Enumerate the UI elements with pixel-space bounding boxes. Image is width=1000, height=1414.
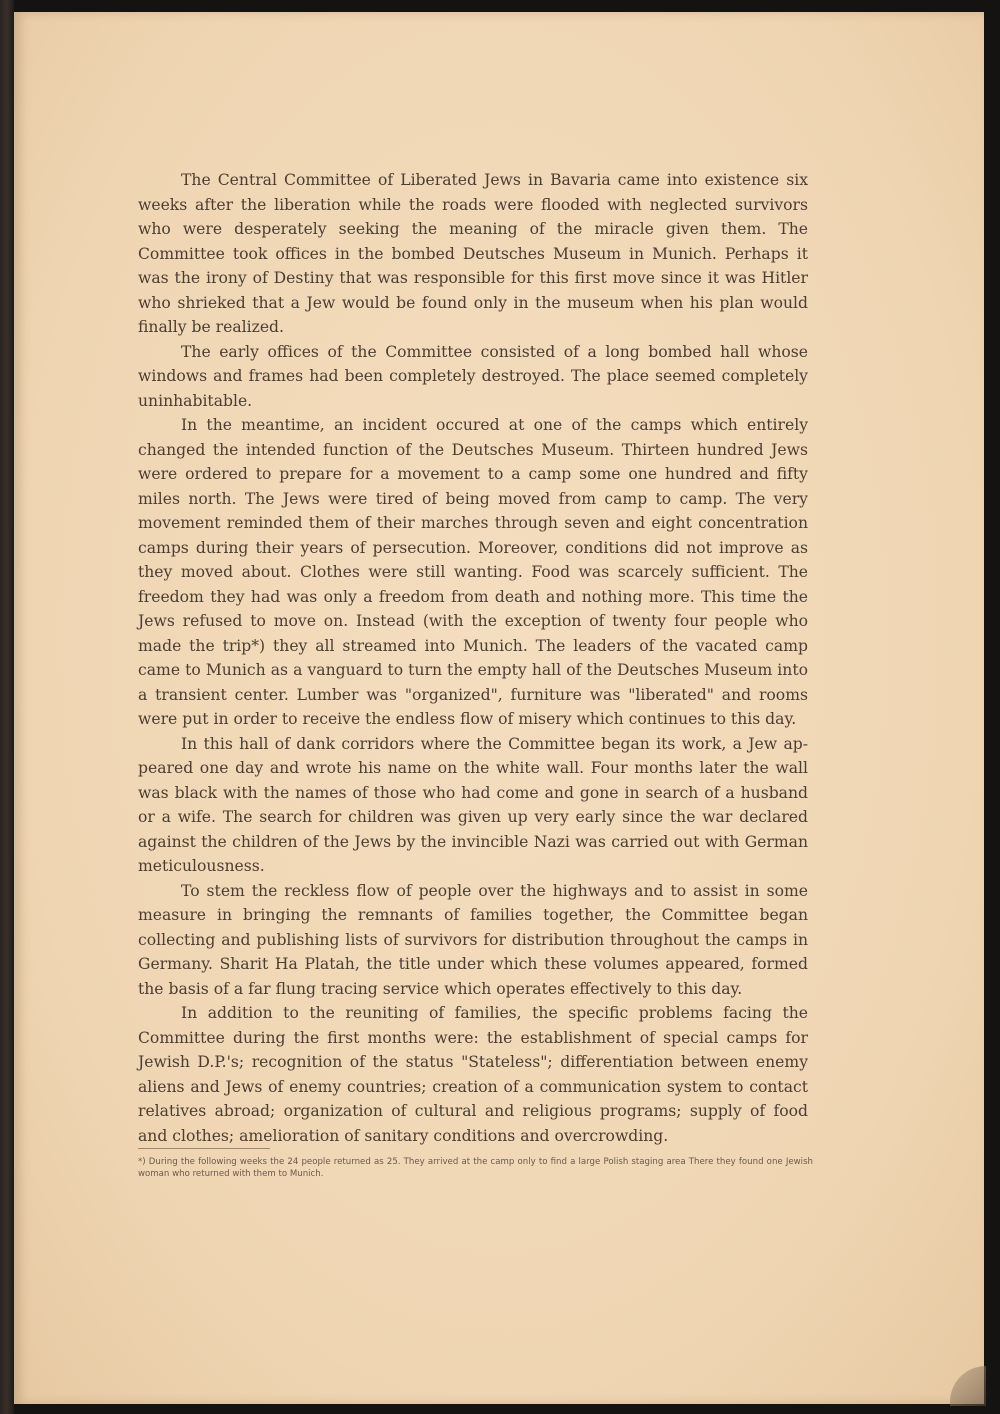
- paragraph-4: In this hall of dank corridors where the Committee began its work, a Jew appeared one day and wrote his name on the white wall. Four months later the wall was black with the names of those who had come and gone in search of a husband or a wife. The search for children was given up very early since the war declared against the children of the Jews by the invincible Nazi was carried out with German meticulousness.: [138, 734, 808, 875]
- footnote-divider: [138, 1148, 270, 1149]
- body-text: [138, 168, 808, 1148]
- paragraph-3: In the meantime, an incident occured at one of the camps which entirely changed the intended function of the Deutsches Museum. Thirteen hundred Jews were ordered to prepare for a movement to a camp some one hundred and fifty miles north. The Jews were tired of being moved from camp to camp. The very movement reminded them of their marches through seven and eight concentration camps during their years of persecution. Moreover, conditions did not improve as they moved about. Clothes were still wanting. Food was scarcely sufficient. The freedom they had was only a freedom from death and nothing more. This time the Jews refused to move on. Instead (with the exception of twenty four people who made the trip*) they all streamed into Munich. The leaders of the vacated camp came to Munich as a vanguard to turn the empty hall of the Deutsches Museum into a transient center. Lumber was "organized", furniture was "liberated" and rooms were put in order to receive the endless flow of misery which continues to this day.: [138, 416, 808, 728]
- paragraph-1: The Central Committee of Liberated Jews in Bavaria came into existence six weeks after the liberation while the roads were flooded with neglected survivors who were desperately seeking the meaning of the miracle given them. The Committee took offices in the bombed Deutsches Museum in Munich. Perhaps it was the irony of Destiny that was responsible for this first move since it was Hitler who shrieked that a Jew would be found only in the museum when his plan would finally be realized.: [138, 171, 808, 336]
- footnote: [138, 1156, 813, 1180]
- paragraph-5: To stem the reckless flow of people over the highways and to assist in some measure in bringing the remnants of families together, the Committee began collecting and publishing lists of survivors for distribution throughout the camps in Germany. Sharit Ha Platah, the title under which these volumes appeared, formed the basis of a far flung tracing service which operates effectively to this day.: [138, 881, 808, 998]
- paragraph-2: The early offices of the Committee consisted of a long bombed hall whose windows and frames had been completely destroyed. The place seemed completely uninhabitable.: [138, 342, 808, 410]
- book-spine: [0, 0, 14, 1414]
- footnote-text: *) During the following weeks the 24 people returned as 25. They arrived at the camp only to find a large Polish staging area There they found one Jewish woman who returned with them to Munich.: [138, 1157, 813, 1179]
- paragraph-6: In addition to the reuniting of families, the specific problems facing the Committee during the first months were: the establishment of special camps for Jewish D.P.'s; recognition of the status "Stateless"; differentiation between enemy aliens and Jews of enemy countries; creation of a communication system to contact relatives abroad; organization of cultural and religious programs; supply of food and clothes; amelioration of sanitary conditions and overcrowding.: [138, 1004, 808, 1145]
